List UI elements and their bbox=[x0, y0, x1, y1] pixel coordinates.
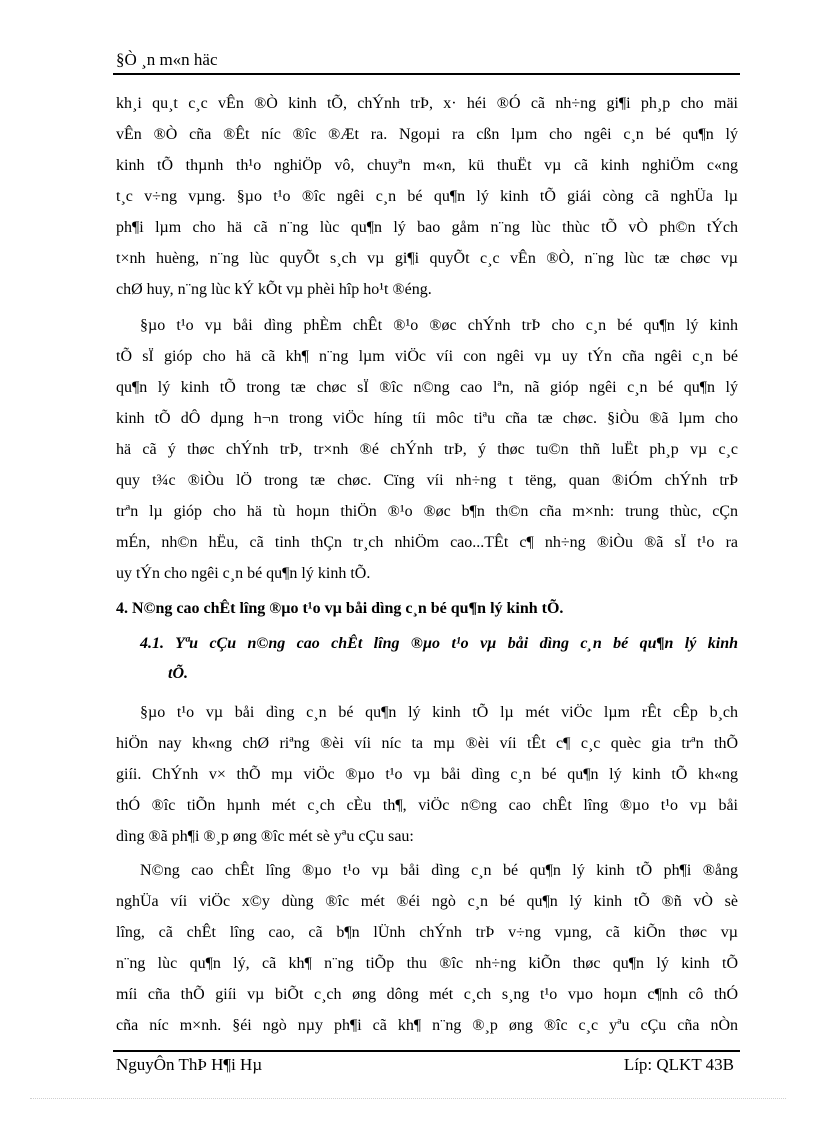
para4-line-5: míi cña thÕ giíi vµ biÕt c¸ch øng dông mét c¸ch s¸ng t¹o vµo hoµn c¶nh cô thÓ bbox=[116, 986, 738, 1003]
para3-line-5: dìng ®ã ph¶i ®¸p øng ®îc mét sè yªu cÇu sau: bbox=[116, 828, 414, 845]
para3-line-4: thÓ ®îc tiÕn hµnh mét c¸ch cÈu th¶, viÖc n©ng cao chÊt lîng ®µo t¹o vµ båi bbox=[116, 797, 738, 814]
para1-line-7: chØ huy, n¨ng lùc kÝ kÕt vµ phèi hîp ho¹t ®éng. bbox=[116, 281, 432, 298]
subsection-heading-4-1-line-2: tÕ. bbox=[168, 665, 188, 682]
para4-line-1: N©ng cao chÊt lîng ®µo t¹o vµ båi dìng c¸n bé qu¶n lý kinh tÕ ph¶i ®ång bbox=[140, 862, 738, 879]
para2-line-7: trªn lµ gióp cho hä tù hoµn thiÖn ®¹o ®øc b¶n th©n cña m×nh: trung thùc, cÇn bbox=[116, 503, 738, 520]
section-heading-4: 4. N©ng cao chÊt lîng ®µo t¹o vµ båi dìng c¸n bé qu¶n lý kinh tÕ. bbox=[116, 600, 564, 617]
para2-line-1: §µo t¹o vµ båi dìng phÈm chÊt ®¹o ®øc chÝnh trÞ cho c¸n bé qu¶n lý kinh bbox=[140, 317, 738, 334]
subsection-heading-4-1-line-1: 4.1. Yªu cÇu n©ng cao chÊt lîng ®µo t¹o vµ båi dìng c¸n bé qu¶n lý kinh bbox=[140, 635, 738, 652]
footer-class: Líp: QLKT 43B bbox=[623, 1055, 734, 1074]
para1-line-6: t×nh huèng, n¨ng lùc quyÕt s¸ch vµ gi¶i quyÕt c¸c vÊn ®Ò, n¨ng lùc tæ chøc vµ bbox=[116, 250, 738, 267]
para4-line-3: lîng, cã chÊt lîng cao, cã b¶n lÜnh chÝnh trÞ v÷ng vµng, cã kiÕn thøc vµ bbox=[116, 924, 738, 941]
para2-line-3: qu¶n lý kinh tÕ trong tæ chøc sÏ ®îc n©ng cao lªn, nã gióp ngêi c¸n bé qu¶n lý bbox=[116, 379, 738, 396]
para3-line-3: giíi. ChÝnh v× thÕ mµ viÖc ®µo t¹o vµ båi dìng c¸n bé qu¶n lý kinh tÕ kh«ng bbox=[116, 766, 738, 783]
para3-line-2: hiÖn nay kh«ng chØ riªng ®èi víi níc ta mµ ®èi víi tÊt c¶ c¸c quèc gia trªn thÕ bbox=[116, 735, 738, 752]
footer-rule bbox=[113, 1050, 740, 1052]
para4-line-2: nghÜa víi viÖc x©y dùng ®îc mét ®éi ngò c¸n bé qu¶n lý kinh tÕ ®ñ vÒ sè bbox=[116, 893, 738, 910]
para1-line-2: vÊn ®Ò cña ®Êt níc ®îc ®Æt ra. Ngoµi ra cßn lµm cho ngêi c¸n bé qu¶n lý bbox=[116, 126, 738, 143]
para2-line-5: hä cã ý thøc chÝnh trÞ, tr×nh ®é chÝnh trÞ, ý thøc tu©n thñ luËt ph¸p vµ c¸c bbox=[116, 441, 738, 458]
para1-line-3: kinh tÕ thµnh th¹o nghiÖp vô, chuyªn m«n, kü thuËt vµ cã kinh nghiÖm c«ng bbox=[116, 157, 738, 174]
para1-line-4: t¸c v÷ng vµng. §µo t¹o ®îc ngêi c¸n bé qu¶n lý kinh tÕ giái còng cã nghÜa lµ bbox=[116, 188, 738, 205]
para2-line-4: kinh tÕ dÔ dµng h¬n trong viÖc híng tíi môc tiªu cña tæ chøc. §iÒu ®ã lµm cho bbox=[116, 410, 738, 427]
para4-line-6: cña níc m×nh. §éi ngò nµy ph¶i cã kh¶ n¨ng ®¸p øng ®îc c¸c yªu cÇu cña nÒn bbox=[116, 1017, 738, 1034]
para2-line-9: uy tÝn cho ngêi c¸n bé qu¶n lý kinh tÕ. bbox=[116, 565, 371, 582]
para2-line-8: mÉn, nh©n hËu, cã tinh thÇn tr¸ch nhiÖm cao...TÊt c¶ nh÷ng ®iÒu ®ã sÏ t¹o ra bbox=[116, 534, 738, 551]
footer-author: NguyÔn ThÞ H¶i Hµ bbox=[116, 1055, 263, 1074]
para1-line-1: kh¸i qu¸t c¸c vÊn ®Ò kinh tÕ, chÝnh trÞ, x· héi ®Ó cã nh÷ng gi¶i ph¸p cho mäi bbox=[116, 95, 738, 112]
page-bottom-dotted-border bbox=[30, 1098, 786, 1099]
para3-line-1: §µo t¹o vµ båi dìng c¸n bé qu¶n lý kinh tÕ lµ mét viÖc lµm rÊt cÊp b¸ch bbox=[140, 704, 738, 721]
para2-line-6: quy t¾c ®iÒu lÖ trong tæ chøc. Cïng víi nh÷ng t tëng, quan ®iÓm chÝnh trÞ bbox=[116, 472, 738, 489]
header-rule bbox=[113, 73, 740, 75]
para1-line-5: ph¶i lµm cho hä cã n¨ng lùc qu¶n lý bao gåm n¨ng lùc thùc tÕ vÒ ph©n tÝch bbox=[116, 219, 738, 236]
para4-line-4: n¨ng lùc qu¶n lý, cã kh¶ n¨ng tiÕp thu ®îc nh÷ng kiÕn thøc qu¶n lý kinh tÕ bbox=[116, 955, 738, 972]
para2-line-2: tÕ sÏ gióp cho hä cã kh¶ n¨ng lµm viÖc víi con ngêi vµ uy tÝn cña ngêi c¸n bé bbox=[116, 348, 738, 365]
page-header-title: §Ò ¸n m«n häc bbox=[116, 50, 218, 69]
